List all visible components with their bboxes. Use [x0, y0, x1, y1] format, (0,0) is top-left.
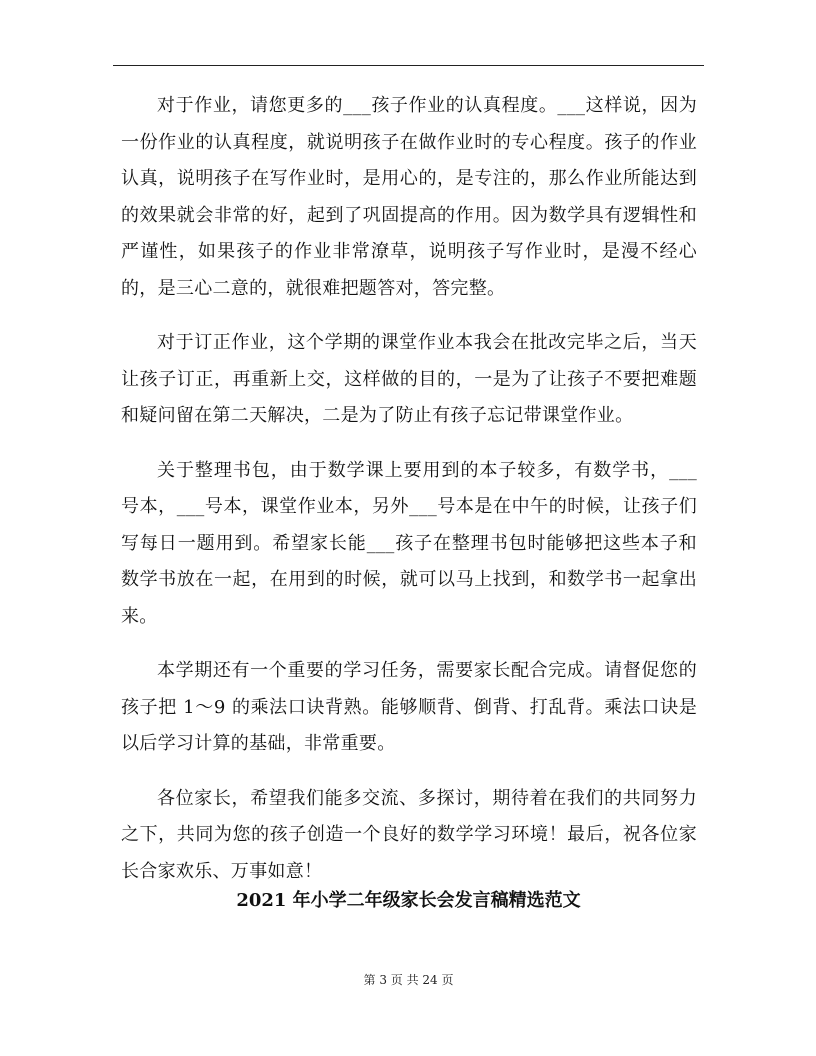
document-body: [121, 88, 697, 890]
page-number-footer: 第 3 页 共 24 页: [363, 973, 454, 987]
paragraph-schoolbag: 关于整理书包，由于数学课上要用到的本子较多，有数学书，___号本，___号本，课堂作业本，另外___号本是在中午的时候，让孩子们写每日一题用到。希望家长能___孩子在整理书包时能够把这些本子和数学书放在一起，在用到的时候，就可以马上找到，和数学书一起拿出来。: [121, 459, 697, 627]
paragraph-multiplication-table: 本学期还有一个重要的学习任务，需要家长配合完成。请督促您的孩子把 1～9 的乘法口诀背熟。能够顺背、倒背、打乱背。乘法口诀是以后学习计算的基础，非常重要。: [121, 660, 697, 754]
header-rule: [113, 65, 704, 66]
paragraph-closing: 各位家长，希望我们能多交流、多探讨，期待着在我们的共同努力之下，共同为您的孩子创造一个良好的数学学习环境！最后，祝各位家长合家欢乐、万事如意！: [121, 787, 697, 882]
paragraph-homework-correction: 对于订正作业，这个学期的课堂作业本我会在批改完毕之后，当天让孩子订正，再重新上交，这样做的目的，一是为了让孩子不要把难题和疑问留在第二天解决，二是为了防止有孩子忘记带课堂作业。: [121, 332, 697, 426]
paragraph-homework-quality: 对于作业，请您更多的___孩子作业的认真程度。___这样说，因为一份作业的认真程度，就说明孩子在做作业时的专心程度。孩子的作业认真，说明孩子在写作业时，是用心的，是专注的，那么作业所能达到的效果就会非常的好，起到了巩固提高的作用。因为数学具有逻辑性和严谨性，如果孩子的作业非常潦草，说明孩子写作业时，是漫不经心的，是三心二意的，就很难把题答对，答完整。: [121, 95, 697, 299]
next-article-title: 2021 年小学二年级家长会发言稿精选范文: [236, 890, 581, 911]
